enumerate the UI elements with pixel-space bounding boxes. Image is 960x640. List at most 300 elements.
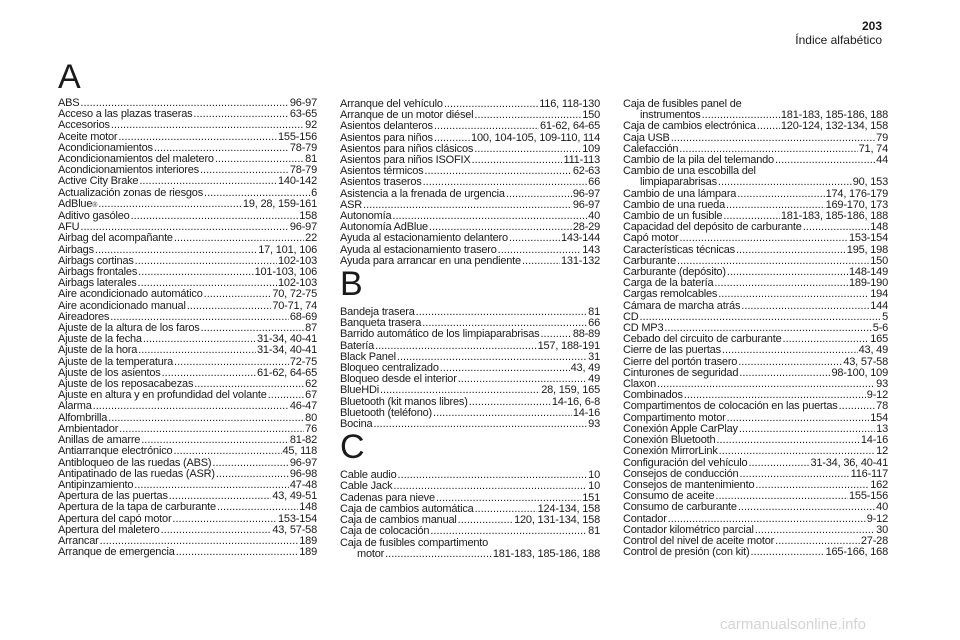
index-entry-pages: 13 <box>876 422 888 435</box>
index-entry-pages: 5 <box>882 310 888 323</box>
index-entry <box>623 301 888 312</box>
index-entry-pages: 62 <box>305 378 317 391</box>
dot-leader <box>212 458 288 469</box>
index-entry-pages: 96-98 <box>289 467 317 480</box>
index-entry-term: Airbags frontales <box>58 266 138 279</box>
dot-leader <box>200 165 289 176</box>
index-entry-term: Acceso a las plazas traseras <box>58 108 193 121</box>
index-entry-term: Claxon <box>623 378 657 391</box>
index-entry-pages: 153-154 <box>278 512 317 525</box>
index-entry-pages: 116-117 <box>850 467 888 480</box>
index-entry-pages: 80 <box>305 411 317 424</box>
index-entry-term: Cable audio <box>340 469 397 482</box>
dot-leader <box>111 120 304 131</box>
index-entry-pages: 153-154 <box>849 232 888 245</box>
index-entry <box>623 547 888 558</box>
index-entry-pages: 96-97 <box>572 187 600 200</box>
index-entry-pages: 76 <box>305 422 317 435</box>
index-entry-pages: 43, 49 <box>858 344 888 357</box>
index-entry-term: Ajuste de la temperatura <box>58 355 174 368</box>
index-entry <box>623 401 888 412</box>
index-entry-term: Ambientador <box>58 422 119 435</box>
index-entry-pages: 46-47 <box>289 400 317 413</box>
dot-leader <box>433 408 572 419</box>
index-entry-term: Cámara de marcha atrás <box>623 299 741 312</box>
index-entry-term: Black Panel <box>340 350 396 363</box>
index-entry-term: Autonomía AdBlue <box>340 221 428 234</box>
index-entry-pages: 10 <box>588 469 600 482</box>
index-entry-pages: 98-100, 109 <box>831 366 888 379</box>
index-entry-pages: 27-28 <box>860 534 888 547</box>
index-entry-term: Ajuste en altura y en profundidad del volante <box>58 389 267 402</box>
index-entry-pages: 100, 104-105, 109-110, 114 <box>471 131 600 144</box>
index-entry-term: Bloqueo desde el interior <box>340 373 457 386</box>
index-entry-term: Ajuste de la altura de los faros <box>58 322 200 335</box>
index-entry-term: CD <box>623 310 639 323</box>
index-entry-term: Cable Jack <box>340 480 393 493</box>
index-entry-pages: 47-48 <box>289 478 317 491</box>
index-entry <box>58 390 317 401</box>
index-entry-pages: 30 <box>876 523 888 536</box>
index-entry-term: Acondicionamientos del maletero <box>58 153 214 166</box>
index-entry-term: Carga de la batería <box>623 277 714 290</box>
section-letter: C <box>340 428 365 467</box>
page-header <box>795 20 882 48</box>
dot-leader <box>727 267 848 278</box>
dot-leader <box>469 397 551 408</box>
index-entry <box>340 189 600 200</box>
index-entry-term: Bocina <box>340 418 373 431</box>
dot-leader <box>216 469 289 480</box>
index-entry-term: Cierre del portón trasero <box>623 355 738 368</box>
index-entry-pages: 31 <box>588 350 600 363</box>
index-column-3 <box>623 99 888 558</box>
dot-leader <box>108 413 304 424</box>
index-entry <box>340 549 600 560</box>
index-entry-term: Cebado del circuito de carburante <box>623 333 782 346</box>
index-entry-pages: 165 <box>870 333 888 346</box>
dot-leader <box>98 199 242 210</box>
page-title: Índice alfabético <box>795 33 882 47</box>
index-entry-term: Asientos delanteros <box>340 120 433 133</box>
index-entry-pages: 28-29 <box>572 221 600 234</box>
dot-leader <box>750 547 824 558</box>
index-entry-term: Arranque de emergencia <box>58 546 175 559</box>
dot-leader <box>741 301 869 312</box>
index-entry-pages: 79 <box>876 131 888 144</box>
index-entry-term: Apertura de las puertas <box>58 490 168 503</box>
index-entry-pages: 101-103, 106 <box>254 266 317 279</box>
dot-leader <box>139 176 277 187</box>
index-entry-term: Capó motor <box>623 232 679 245</box>
dot-leader <box>540 329 571 340</box>
dot-leader <box>719 446 876 457</box>
index-entry-term: Antibloqueo de las ruedas (ABS) <box>58 456 212 469</box>
index-entry <box>340 177 600 188</box>
index-entry-term: Calefacción <box>623 142 679 155</box>
index-entry-pages: 96-97 <box>289 97 317 109</box>
index-entry <box>340 233 600 244</box>
index-entry-pages: 120-124, 132-134, 158 <box>780 120 888 133</box>
index-entry-term: Aireadores <box>58 310 110 323</box>
index-entry-term: Ajuste de la hora <box>58 344 138 357</box>
index-entry-term: Conexión Apple CarPlay <box>623 422 738 435</box>
index-entry-term: limpiaparabrisas <box>640 176 717 189</box>
index-entry-term: Batería <box>340 339 375 352</box>
index-entry-pages: 124-134, 158 <box>537 502 600 515</box>
index-entry-term: Arrancar <box>58 534 99 547</box>
index-entry-pages: 120, 131-134, 158 <box>514 514 600 527</box>
index-entry-pages: 165-166, 168 <box>825 546 888 559</box>
index-entry-term: Control del nivel de aceite motor <box>623 534 775 547</box>
dot-leader <box>739 469 849 480</box>
index-entry-term: Cambio de la pila del telemando <box>623 154 774 167</box>
index-entry-term: Consumo de carburante <box>623 501 737 514</box>
dot-leader <box>398 470 588 481</box>
index-entry-pages: 109 <box>582 142 600 155</box>
index-column-2 <box>340 99 600 560</box>
index-entry-pages: 61-62, 64-65 <box>540 120 600 133</box>
index-entry-pages: 44 <box>876 154 888 167</box>
index-entry-pages: 63-65 <box>289 108 317 121</box>
index-entry-term: Airbags <box>58 243 94 256</box>
index-entry-term: Cierre de las puertas <box>623 344 721 357</box>
index-entry-term: motor <box>357 547 385 560</box>
index-entry-pages: 43, 57-58 <box>843 355 888 368</box>
index-entry-pages: 181-183, 185-186, 188 <box>780 109 888 122</box>
index-entry <box>340 419 600 430</box>
dot-leader <box>671 133 875 144</box>
index-entry-pages: 150 <box>870 254 888 267</box>
index-entry-term: Anillas de amarre <box>58 434 141 447</box>
index-entry <box>623 502 888 513</box>
index-entry-pages: 17, 101, 106 <box>258 243 317 256</box>
index-entry-pages: 81 <box>588 306 600 319</box>
index-entry-pages: 181-183, 185-186, 188 <box>492 547 600 560</box>
dot-leader <box>640 312 882 323</box>
index-entry-term: Control de presión (con kit) <box>623 546 750 559</box>
dot-leader <box>424 166 571 177</box>
index-entry-term: Cambio de una lámpara <box>623 187 737 200</box>
index-entry-term: Capacidad del depósito de carburante <box>623 221 802 234</box>
index-entry-term: Consumo de aceite <box>623 490 715 503</box>
index-entry-term: Apertura del maletero <box>58 523 160 536</box>
dot-leader <box>775 155 875 166</box>
dot-leader <box>380 385 540 396</box>
index-entry-term: Caja de cambios electrónica <box>623 120 756 133</box>
index-entry <box>623 177 888 188</box>
index-entry-term: Asistencia a la frenada de urgencia <box>340 187 505 200</box>
index-entry-term: BlueHDi <box>340 384 379 397</box>
index-entry <box>58 502 317 513</box>
index-entry-sup: ® <box>92 201 98 209</box>
dot-leader <box>739 368 830 379</box>
index-entry-pages: 143-144 <box>561 232 600 245</box>
index-entry-pages: 102-103 <box>278 254 317 267</box>
index-entry-pages: 68-69 <box>289 310 317 323</box>
index-entry-term: Cadenas para nieve <box>340 491 435 504</box>
index-entry-pages: 81 <box>305 153 317 166</box>
index-entry-pages: 116, 118-130 <box>539 98 600 110</box>
index-entry-pages: 19, 28, 159-161 <box>242 197 317 210</box>
index-entry-pages: 10 <box>588 480 600 493</box>
index-entry-pages: 70, 72-75 <box>272 288 317 301</box>
index-entry-term: Caja de cambios automática <box>340 502 474 515</box>
index-entry-term: Ajuste de la fecha <box>58 333 142 346</box>
index-entry-pages: 9-12 <box>866 389 888 402</box>
index-entry-pages: 81-82 <box>289 434 317 447</box>
dot-leader <box>204 289 272 300</box>
dot-leader <box>434 121 539 132</box>
index-entry-pages: 144 <box>870 299 888 312</box>
index-entry-pages: 143 <box>582 243 600 256</box>
dot-leader <box>131 211 299 222</box>
index-entry-term: Antipatinado de las ruedas (ASR) <box>58 467 215 480</box>
dot-leader <box>738 502 875 513</box>
index-column-1 <box>58 60 317 558</box>
index-entry-term: Contador <box>623 512 667 525</box>
index-entry-pages: 155-156 <box>849 490 888 503</box>
index-entry-term: Aditivo gasóleo <box>58 210 130 223</box>
dot-leader <box>143 334 256 345</box>
index-entry-pages: 181-183, 185-186, 188 <box>780 210 888 223</box>
index-entry-term: Caja de cambios manual <box>340 514 457 527</box>
index-entry-pages: 78-79 <box>289 164 317 177</box>
dot-leader <box>738 357 842 368</box>
index-entry-term: Airbag del acompañante <box>58 232 173 245</box>
index-entry-heading: Caja de fusibles panel de <box>623 98 742 110</box>
index-entry <box>623 233 888 244</box>
index-entry-pages: 111-113 <box>563 154 600 167</box>
index-entry-term: Airbags laterales <box>58 277 137 290</box>
dot-leader <box>506 189 572 200</box>
index-entry-pages: 96-97 <box>572 198 600 211</box>
index-entry-pages: 162 <box>870 478 888 491</box>
index-entry-term: Asientos traseros <box>340 176 422 189</box>
index-entry <box>623 289 888 300</box>
index-entry-pages: 88-89 <box>572 328 600 341</box>
index-entry-term: Asientos térmicos <box>340 165 424 178</box>
index-entry-pages: 61-62, 64-65 <box>257 366 317 379</box>
index-entry-term: Autonomía <box>340 210 392 223</box>
section-letter: A <box>58 58 81 96</box>
index-entry-pages: 154 <box>870 411 888 424</box>
index-entry-term: Arranque del vehículo <box>340 98 443 110</box>
dot-leader <box>217 502 298 513</box>
index-entry-term: Caja USB <box>623 131 670 144</box>
dot-leader <box>509 233 560 244</box>
index-entry-pages: 148 <box>299 501 317 514</box>
index-entry-pages: 31-34, 40-41 <box>257 344 317 357</box>
dot-leader <box>176 547 299 558</box>
index-entry-term: Active City Brake <box>58 175 139 188</box>
dot-leader <box>458 515 513 526</box>
dot-leader <box>839 401 876 412</box>
index-entry-pages: 169-170, 173 <box>825 198 888 211</box>
index-entry-pages: 66 <box>588 176 600 189</box>
dot-leader <box>440 363 570 374</box>
index-entry-pages: 43, 49 <box>570 362 600 375</box>
index-entry-pages: 96-97 <box>289 456 317 469</box>
index-entry-term: instrumentos <box>640 109 701 122</box>
index-entry-term: ASR <box>340 198 363 211</box>
index-entry-term: Conexión Bluetooth <box>623 434 716 447</box>
index-entry-pages: 66 <box>588 317 600 330</box>
index-entry-pages: 140-142 <box>278 175 317 188</box>
index-entry-term: Carburante (depósito) <box>623 266 726 279</box>
index-entry-term: Compartimentos de colocación en las puertas <box>623 400 838 413</box>
index-entry-pages: 22 <box>305 232 317 245</box>
dot-leader <box>716 435 859 446</box>
index-entry-term: Combinados <box>623 389 683 402</box>
index-entry-term: AdBlue <box>58 197 93 210</box>
index-entry <box>340 481 600 492</box>
index-entry-pages: 43, 57-58 <box>272 523 317 536</box>
section-letter: B <box>340 265 363 304</box>
index-entry-term: CD MP3 <box>623 322 664 335</box>
dot-leader <box>373 419 587 430</box>
dot-leader <box>472 155 563 166</box>
index-entry-pages: 78 <box>876 400 888 413</box>
dot-leader <box>363 200 572 211</box>
dot-leader <box>718 289 869 300</box>
index-entry-term: Ajuste de los asientos <box>58 366 161 379</box>
dot-leader <box>174 233 304 244</box>
index-entry-term: Contador kilométrico parcial <box>623 523 754 536</box>
index-entry <box>58 401 317 412</box>
index-entry-pages: 102-103 <box>278 277 317 290</box>
index-entry-term: Compartimento motor <box>623 411 726 424</box>
index-entry-term: Consejos de mantenimiento <box>623 478 755 491</box>
index-entry-pages: 40 <box>588 210 600 223</box>
index-entry <box>58 289 317 300</box>
index-entry-term: Cambio de una rueda <box>623 198 725 211</box>
watermark: carmanualsonline.info <box>720 616 866 633</box>
index-entry <box>623 368 888 379</box>
dot-leader <box>727 413 870 424</box>
index-entry-term: Ayuda al estacionamiento delantero <box>340 232 508 245</box>
index-entry-term: Acondicionamientos <box>58 141 153 154</box>
index-entry <box>340 385 600 396</box>
index-entry-term: Barrido automático de los limpiaparabrisas <box>340 328 540 341</box>
index-entry <box>340 408 600 419</box>
index-entry-pages: 151 <box>582 491 600 504</box>
index-entry-term: Apertura del capó motor <box>58 512 172 525</box>
index-entry-pages: 158 <box>299 210 317 223</box>
index-entry-term: Asientos para niños ISOFIX <box>340 154 471 167</box>
index-entry-term: Ajuste de los reposacabezas <box>58 378 194 391</box>
index-entry-term: Ayuda al estacionamiento trasero <box>340 243 497 256</box>
index-entry-pages: 12 <box>876 445 888 458</box>
dot-leader <box>385 549 492 560</box>
dot-leader <box>718 177 852 188</box>
index-entry-pages: 9-12 <box>866 512 888 525</box>
index-entry-pages: 62-63 <box>572 165 600 178</box>
index-entry <box>58 547 317 558</box>
index-entry-term: Aceite motor <box>58 130 118 143</box>
index-entry-pages: 148 <box>870 221 888 234</box>
dot-leader <box>783 334 870 345</box>
index-entry-pages: 157, 188-191 <box>537 339 600 352</box>
index-entry-term: Apertura de la tapa de carburante <box>58 501 216 514</box>
dot-leader <box>522 256 560 267</box>
index-entry-pages: 195, 198 <box>846 243 888 256</box>
index-entry <box>58 176 317 187</box>
index-entry-pages: 14-16 <box>860 434 888 447</box>
index-entry-term: Consejos de conducción <box>623 467 739 480</box>
index-entry-term: Aire acondicionado manual <box>58 299 186 312</box>
index-entry-term: Bluetooth (kit manos libres) <box>340 395 468 408</box>
index-entry-pages: 189 <box>299 546 317 559</box>
index-entry-pages: 194 <box>870 288 888 301</box>
dot-leader <box>193 109 288 120</box>
index-entry-pages: 90, 153 <box>852 176 888 189</box>
index-entry-pages: 6 <box>311 186 317 199</box>
dot-leader <box>657 379 875 390</box>
index-entry <box>623 446 888 457</box>
dot-leader <box>737 189 824 200</box>
dot-leader <box>736 245 846 256</box>
index-entry <box>58 120 317 131</box>
index-entry-term: ABS <box>58 97 80 109</box>
page-number: 203 <box>861 19 882 33</box>
index-entry-pages: 14-16, 6-8 <box>551 395 600 408</box>
index-entry-term: Configuración del vehículo <box>623 456 748 469</box>
index-entry-term: Banqueta trasera <box>340 317 422 330</box>
index-entry-pages: 148-149 <box>849 266 888 279</box>
index-entry-term: Arranque de un motor diésel <box>340 109 474 122</box>
index-entry <box>58 345 317 356</box>
index-entry-term: Alarma <box>58 400 92 413</box>
dot-leader <box>739 424 875 435</box>
index-entry-pages: 45, 118 <box>282 445 317 458</box>
index-entry-term: Accesorios <box>58 119 110 132</box>
index-entry-pages: 28, 159, 165 <box>541 384 600 397</box>
index-entry-term: Ayuda para arrancar en una pendiente <box>340 254 521 267</box>
index-entry-term: AFU <box>58 221 80 234</box>
index-entry-term: Bluetooth (teléfono) <box>340 406 433 419</box>
dot-leader <box>375 341 536 352</box>
index-entry <box>340 256 600 267</box>
index-entry-heading: Caja de fusibles compartimento <box>340 536 489 549</box>
dot-leader <box>393 481 587 492</box>
dot-leader <box>430 526 587 537</box>
index-entry-pages: 31-34, 36, 40-41 <box>810 456 888 469</box>
dot-leader <box>161 525 272 536</box>
index-entry-term: Antiarranque electrónico <box>58 445 173 458</box>
index-entry <box>623 345 888 356</box>
index-entry-heading: Cambio de una escobilla del <box>623 165 756 178</box>
dot-leader <box>187 301 272 312</box>
index-entry-pages: 31-34, 40-41 <box>257 333 317 346</box>
index-entry-pages: 81 <box>588 525 600 538</box>
dot-leader <box>173 446 281 457</box>
index-entry-term: Acondicionamientos interiores <box>58 164 199 177</box>
dot-leader <box>423 177 588 188</box>
index-entry-pages: 93 <box>588 418 600 431</box>
index-entry-pages: 40 <box>876 501 888 514</box>
index-entry-pages: 87 <box>305 322 317 335</box>
index-entry-pages: 150 <box>582 109 600 122</box>
index-entry-pages: 93 <box>876 378 888 391</box>
index-entry-term: Cargas remolcables <box>623 288 718 301</box>
index-entry-term: Actualización zonas de riesgos <box>58 186 204 199</box>
dot-leader <box>138 267 253 278</box>
index-entry-term: Aire acondicionado automático <box>58 288 203 301</box>
dot-leader <box>757 121 780 132</box>
index-entry <box>58 233 317 244</box>
dot-leader <box>119 424 304 435</box>
